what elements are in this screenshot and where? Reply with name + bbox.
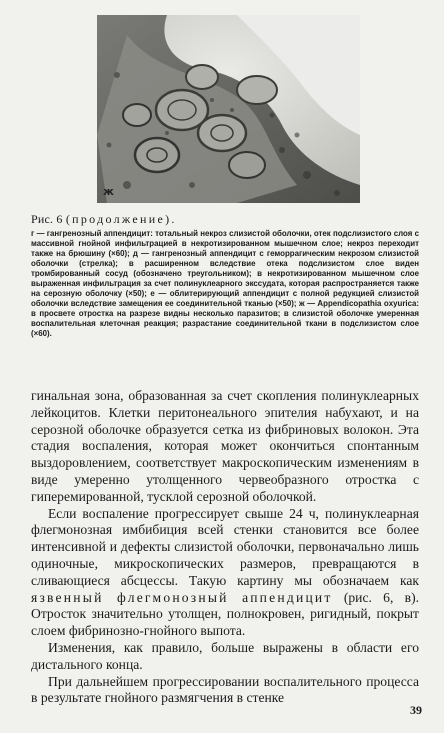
paragraph-2-after: (рис. 6, в). Отросток значительно утолщен, полнокровен, ригидный, покрыт слоем фибринозно-гнойного выпота. xyxy=(31,589,420,639)
figure-caption xyxy=(31,212,419,340)
paragraph-2 xyxy=(31,506,419,640)
term-ulcerative-phlegmonous-appendicitis: язвенный флегмонозный аппендицит xyxy=(31,589,333,605)
caption-title-prefix: Рис. 6 xyxy=(31,212,66,226)
caption-title xyxy=(31,212,419,227)
figure-panel-letter: ж xyxy=(103,185,114,198)
paragraph-1: гинальная зона, образованная за счет скопления полинуклеарных лейкоцитов. Клетки перитонеального эпителия набухают, и на серозной оболочке образуется сетка из фибриновых волокон. Эта стадия воспаления, которая может окончиться спонтанным выздоровлением, соответствует макроскопическим изменениям в виде умеренно утолщенного червеобразного отростка с гиперемированной, тусклой серозной оболочкой. xyxy=(31,388,419,504)
paragraph-4: При дальнейшем прогрессировании воспалительного процесса в результате гнойного размягчения в стенке xyxy=(31,673,419,706)
caption-title-continued: (продолжение). xyxy=(65,212,177,226)
body-text xyxy=(31,388,419,707)
micrograph-image xyxy=(97,15,360,203)
page-number: 39 xyxy=(410,703,422,717)
caption-text: г — гангренозный аппендицит: тотальный некроз слизистой оболочки, отек подслизистого слоя с массивной гнойной инфильтрацией в некротизированном мышечном слое; некроз переходит также на брюшину (×60); д — гангренозный аппендицит с геморрагическим некрозом слизистой оболочки (стрелка); в расширенном вследствие отека подслизистом слое виден тромбированный сосуд (обозначено треугольником); в некротизированном мышечном слое выраженная инфильтрация за счет полинуклеарного экссудата, которая распространяется также на серозную оболочку (×50); е — облитерирующий аппендицит с полной редукцией слизистой оболочки вследствие замещения ее соединительной тканью (×50); ж — Appendicopathia oxyurica: в просвете отростка на разрезе видны несколько паразитов; в слизистой оболочке умеренная воспалительная клеточная реакция; разрастание соединительной ткани в подслизистом слое (×60). xyxy=(31,229,419,339)
paragraph-2-before: Если воспаление прогрессирует свыше 24 ч, полинуклеарная флегмонозная имбибиция всей стенки становится все более интенсивной и дефекты слизистой оболочки, первоначально лишь одиночные, микроскопических размеров, превращаются в сливающиеся абсцессы. Такую картину мы обозначаем как xyxy=(31,505,419,588)
paragraph-3: Изменения, как правило, больше выражены в области его дистального конца. xyxy=(31,639,419,672)
micrograph-figure xyxy=(97,15,360,203)
